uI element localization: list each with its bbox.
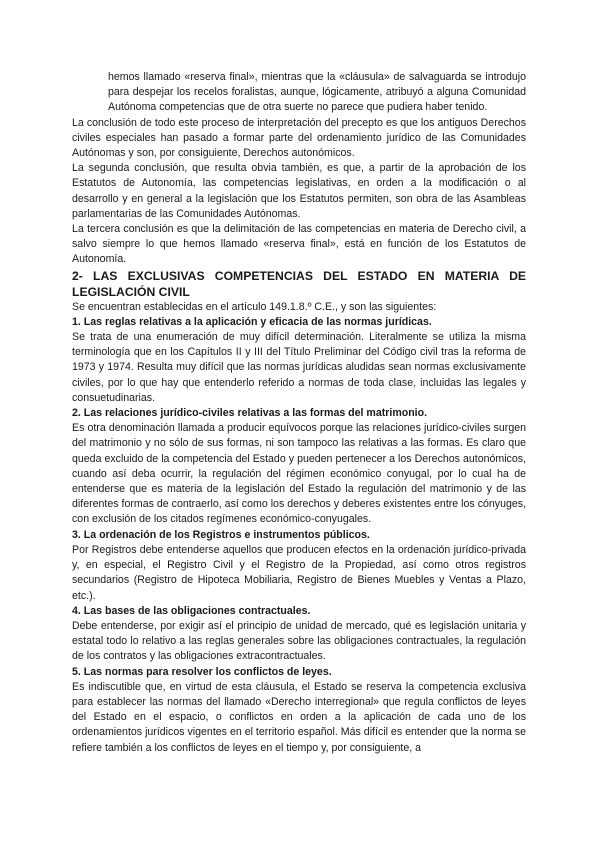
body-paragraph-4: Debe entenderse, por exigir así el principio de unidad de mercado, qué es legislación unitaria y estatal todo lo relativo a las reglas generales sobre las obligaciones contractuales, la regulación de los contratos y las obligaciones extracontractuales. xyxy=(72,619,526,663)
first-conclusion-paragraph: La conclusión de todo este proceso de interpretación del precepto es que los antiguos Derechos civiles especiales han pasado a formar parte del ordenamiento jurídico de las Comunidades Autónomas y son, por consiguiente, Derechos autonómicos. xyxy=(72,116,526,160)
subheading-5: 5. Las normas para resolver los conflictos de leyes. xyxy=(72,665,332,678)
intro-paragraph: Se encuentran establecidas en el artículo 149.1.8.º C.E., y son las siguientes: xyxy=(72,300,437,313)
body-paragraph-3: Por Registros debe entenderse aquellos que producen efectos en la ordenación jurídico-privada y, en especial, el Registro Civil y el Registro de la Propiedad, así como otros registros secundarios (Registro de Hipoteca Mobiliaria, Registro de Bienes Muebles y Ventas a Plazo, etc.). xyxy=(72,543,526,602)
body-paragraph-2: Es otra denominación llamada a producir equívocos porque las relaciones jurídico-civiles surgen del matrimonio y no sólo de sus formas, ni son tampoco las relativas a las formas. Es claro que queda excluido de la competencia del Estado y pueden pertenecer a los Derechos autonómicos, cuando así deba ocurrir, la regulación del régimen económico conyugal, por lo cual ha de entenderse que es materia de la legislación del Estado la regulación del matrimonio y de las diferentes formas de contraerlo, así como los derechos y deberes existentes entre los cónyuges, con exclusión de los citados regímenes económico-conyugales. xyxy=(72,422,526,526)
second-conclusion-paragraph: La segunda conclusión, que resulta obvia también, es que, a partir de la aprobación de los Estatutos de Autonomía, las competencias legislativas, en orden a la modificación o al desarrollo y en general a la legislación que los Estatutos permiten, son obra de las Asambleas parlamentarias de las Comunidades Autónomas. xyxy=(72,162,526,220)
body-paragraph-1: Se trata de una enumeración de muy difícil determinación. Literalmente se utiliza la misma terminología que en los Capítulos II y III del Título Preliminar del Código civil tras la reforma de 1973 y 1974. Resulta muy difícil que las normas jurídicas aludidas sean normas exclusivamente civiles, por lo que hay que entenderlo referido a normas de toda clase, incluidas las legales y consuetudinarias. xyxy=(72,331,526,404)
subheading-1: 1. Las reglas relativas a la aplicación y eficacia de las normas jurídicas. xyxy=(72,315,432,328)
body-paragraph-5: Es indiscutible que, en virtud de esta cláusula, el Estado se reserva la competencia exclusiva para establecer las normas del llamado «Derecho interregional» que regula conflictos de leyes del Estado en el espacio, o conflictos en orden a la aplicación de cada uno de los ordenamientos jurídicos vigentes en el territorio español. Más difícil es entender que la norma se refiere también a los conflictos de leyes en el tiempo y, por consiguiente, a xyxy=(72,680,526,754)
section-heading: 2- LAS EXCLUSIVAS COMPETENCIAS DEL ESTADO EN MATERIA DE LEGISLACIÓN CIVIL xyxy=(72,268,526,299)
subheading-4: 4. Las bases de las obligaciones contractuales. xyxy=(72,604,311,617)
third-conclusion-paragraph: La tercera conclusión es que la delimitación de las competencias en materia de Derecho civil, a salvo siempre lo que hemos llamado «reserva final», está en función de los Estatutos de Autonomía. xyxy=(72,223,526,266)
quoted-paragraph: hemos llamado «reserva final», mientras que la «cláusula» de salvaguarda se introdujo para despejar los recelos foralistas, aunque, lógicamente, atribuyó a alguna Comunidad Autónoma competencias que de otra suerte no parece que pudiera haber tenido. xyxy=(108,71,526,114)
subheading-2: 2. Las relaciones jurídico-civiles relativas a las formas del matrimonio. xyxy=(72,407,428,420)
subheading-3: 3. La ordenación de los Registros e instrumentos públicos. xyxy=(72,528,370,541)
document-page xyxy=(72,70,526,756)
